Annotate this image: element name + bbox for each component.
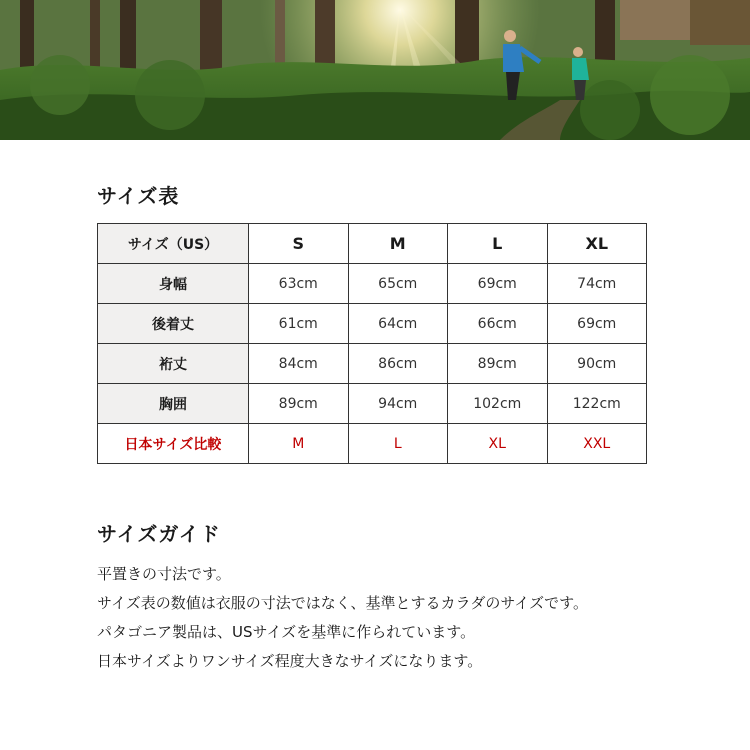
table-cell: 69cm bbox=[547, 304, 647, 344]
table-row-japan-size-comparison bbox=[98, 424, 647, 464]
table-row-chest bbox=[98, 384, 647, 424]
size-column-xl: XL bbox=[547, 224, 647, 264]
table-row-back-length bbox=[98, 304, 647, 344]
size-table-corner-label: サイズ（US） bbox=[98, 224, 249, 264]
table-cell: 89cm bbox=[249, 384, 349, 424]
row-label-chest: 胸囲 bbox=[98, 384, 249, 424]
row-label-body-width: 身幅 bbox=[98, 264, 249, 304]
table-cell: 69cm bbox=[448, 264, 548, 304]
size-guide-line: サイズ表の数値は衣服の寸法ではなく、基準とするカラダのサイズです。 bbox=[97, 594, 588, 612]
table-row-body-width bbox=[98, 264, 647, 304]
table-cell: XL bbox=[448, 424, 548, 464]
table-cell: 74cm bbox=[547, 264, 647, 304]
size-guide-line: パタゴニア製品は、USサイズを基準に作られています。 bbox=[97, 623, 476, 641]
table-cell: 65cm bbox=[348, 264, 448, 304]
table-cell: 86cm bbox=[348, 344, 448, 384]
size-table-header-row bbox=[98, 224, 647, 264]
table-cell: 63cm bbox=[249, 264, 349, 304]
size-guide-line: 平置きの寸法です。 bbox=[97, 565, 231, 583]
table-cell: M bbox=[249, 424, 349, 464]
table-cell: 94cm bbox=[348, 384, 448, 424]
size-column-s: S bbox=[249, 224, 349, 264]
size-table bbox=[97, 223, 647, 464]
table-cell: 89cm bbox=[448, 344, 548, 384]
table-cell: L bbox=[348, 424, 448, 464]
hero-forest-trail-runners-image bbox=[0, 0, 750, 140]
size-column-l: L bbox=[448, 224, 548, 264]
size-guide-line: 日本サイズよりワンサイズ程度大きなサイズになります。 bbox=[97, 652, 483, 670]
table-cell: 64cm bbox=[348, 304, 448, 344]
size-guide-text bbox=[97, 560, 588, 676]
table-row-sleeve-length bbox=[98, 344, 647, 384]
table-cell: 84cm bbox=[249, 344, 349, 384]
table-cell: 122cm bbox=[547, 384, 647, 424]
size-table-title: サイズ表 bbox=[97, 184, 180, 208]
table-cell: XXL bbox=[547, 424, 647, 464]
table-cell: 61cm bbox=[249, 304, 349, 344]
size-column-m: M bbox=[348, 224, 448, 264]
table-cell: 102cm bbox=[448, 384, 548, 424]
size-guide-title: サイズガイド bbox=[97, 522, 221, 546]
row-label-japan-size-comparison: 日本サイズ比較 bbox=[98, 424, 249, 464]
table-cell: 66cm bbox=[448, 304, 548, 344]
table-cell: 90cm bbox=[547, 344, 647, 384]
row-label-back-length: 後着丈 bbox=[98, 304, 249, 344]
row-label-sleeve-length: 裄丈 bbox=[98, 344, 249, 384]
